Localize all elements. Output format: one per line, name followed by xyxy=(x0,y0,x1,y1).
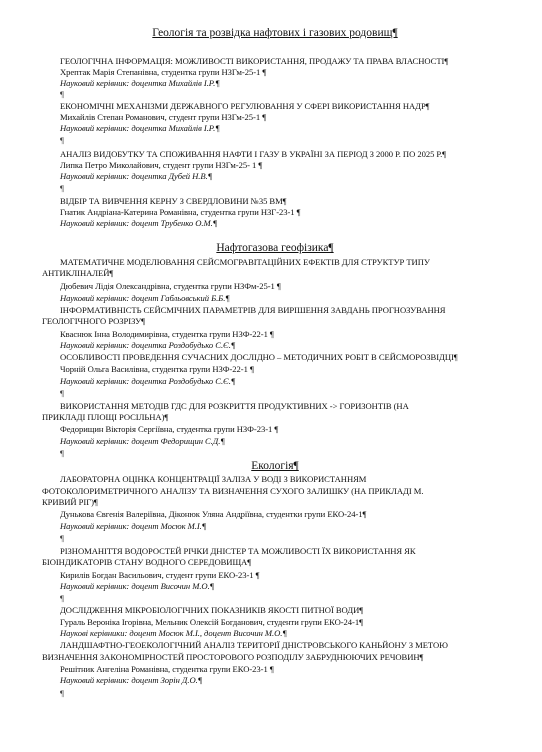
paper-title: ДОСЛІДЖЕННЯ МІКРОБІОЛОГІЧНИХ ПОКАЗНИКІВ ЯКОСТІ ПИТНОЇ ВОДИ¶ xyxy=(60,605,364,615)
paper-title: РІЗНОМАНІТТЯ ВОДОРОСТЕЙ РІЧКИ ДНІСТЕР ТА МОЖЛИВОСТІ ЇХ ВИКОРИСТАННЯ ЯК xyxy=(60,546,416,556)
paper-title: ЛАБОРАТОРНА ОЦІНКА КОНЦЕНТРАЦІЇ ЗАЛІЗА У ВОДІ З ВИКОРИСТАННЯМ xyxy=(60,474,367,484)
paper-author: Гнатик Андріана-Катерина Романівна, студентка групи НЗГ-23-1 ¶ xyxy=(60,207,301,217)
paper-supervisor: Науковий керівник: доцент Височин М.О.¶ xyxy=(60,581,215,591)
paper-supervisor: Науковий керівник: доцент Зорін Д.О.¶ xyxy=(60,675,203,685)
paper-supervisor: Науковий керівник: доцентка Роздобудько С.Є.¶ xyxy=(60,376,236,386)
paper-title: ІНФОРМАТИВНІСТЬ СЕЙСМІЧНИХ ПАРАМЕТРІВ ДЛЯ ВИРІШЕННЯ ЗАВДАНЬ ПРОГНОЗУВАННЯ xyxy=(60,305,446,315)
paper-author: Чорній Ольга Василівна, студентка групи НЗФ-22-1 ¶ xyxy=(60,364,254,374)
paper-supervisor: Науковий керівник: доцентка Михайлів І.Р.¶ xyxy=(60,123,220,133)
paper-title-cont: БІОІНДИКАТОРІВ СТАНУ ВОДНОГО СЕРЕДОВИЩА¶ xyxy=(42,557,252,567)
paper-supervisor: Науковий керівник: доцентка Роздобудько С.Є.¶ xyxy=(60,340,236,350)
paper-supervisor: Науковий керівник: доцентка Михайлів І.Р.¶ xyxy=(60,78,220,88)
paper-author: Гураль Вероніка Ігорівна, Мельник Олексій Богданович, студенти групи ЕКО-24-1¶ xyxy=(60,617,363,627)
paragraph-mark: ¶ xyxy=(60,533,64,543)
paragraph-mark: ¶ xyxy=(60,89,64,99)
section-title-geophysics: Нафтогазова геофізика¶ xyxy=(216,242,334,254)
paper-title-cont: ВИЗНАЧЕННЯ ЗАКОНОМІРНОСТЕЙ ПРОСТОРОВОГО РОЗПОДІЛУ ЗАБРУДНЮЮЧИХ РЕЧОВИН¶ xyxy=(42,652,424,662)
paper-title: ГЕОЛОГІЧНА ІНФОРМАЦІЯ: МОЖЛИВОСТІ ВИКОРИСТАННЯ, ПРОДАЖУ ТА ПРАВА ВЛАСНОСТІ¶ xyxy=(60,56,449,66)
paper-supervisor: Науковий керівник: доцентка Дубей Н.В.¶ xyxy=(60,171,213,181)
paper-author: Решітник Ангеліна Романівна, студентка групи ЕКО-23-1 ¶ xyxy=(60,664,274,674)
paragraph-mark: ¶ xyxy=(60,593,64,603)
paper-title-cont: АНТИКЛІНАЛЕЙ¶ xyxy=(42,268,114,278)
section-title-ecology: Екологія¶ xyxy=(251,460,299,472)
paper-supervisor: Науковий керівник: доцент Федорищин С.Д.¶ xyxy=(60,436,225,446)
paper-author: Кваснюк Інна Володимирівна, студентка групи НЗФ-22-1 ¶ xyxy=(60,329,274,339)
paper-author: Хрептак Марія Степанівна, студентка групи НЗГм-25-1 ¶ xyxy=(60,67,267,77)
paper-supervisor: Наукові керівники: доцент Мосюк М.І., доцент Височин М.О.¶ xyxy=(60,628,287,638)
paper-author: Липка Петро Миколайович, студент групи НЗГм-25- 1 ¶ xyxy=(60,160,263,170)
paragraph-mark: ¶ xyxy=(60,448,64,458)
paper-title: ВІДБІР ТА ВИВЧЕННЯ КЕРНУ З СВЕРДЛОВИНИ №35 ВМ¶ xyxy=(60,196,287,206)
paper-title-cont: ФОТОКОЛОРИМЕТРИЧНОГО АНАЛІЗУ ТА ВИЗНАЧЕННЯ СУХОГО ЗАЛИШКУ (НА ПРИКЛАДІ М. xyxy=(42,486,424,496)
paper-title-cont: КРИВИЙ РІГ)¶ xyxy=(42,497,98,507)
paper-title-cont: ГЕОЛОГІЧНОГО РОЗРІЗУ¶ xyxy=(42,316,146,326)
paper-supervisor: Науковий керівник: доцент Мосюк М.І.¶ xyxy=(60,521,207,531)
paper-title: ЛАНДШАФТНО-ГЕОЕКОЛОГІЧНИЙ АНАЛІЗ ТЕРИТОРІЇ ДНІСТРОВСЬКОГО КАНЬЙОНУ З МЕТОЮ xyxy=(60,640,448,650)
paper-author: Дунькова Євгенія Валеріївна, Діконюк Уляна Андріївна, студентки групи ЕКО-24-1¶ xyxy=(60,509,367,519)
paper-author: Дюбевич Лідія Олександрівна, студентка групи НЗФм-25-1 ¶ xyxy=(60,281,281,291)
paper-author: Федорищин Вікторія Сергіївна, студентка групи НЗФ-23-1 ¶ xyxy=(60,424,279,434)
paragraph-mark: ¶ xyxy=(60,688,64,698)
paper-title: ОСОБЛИВОСТІ ПРОВЕДЕННЯ СУЧАСНИХ ДОСЛІДНО – МЕТОДИЧНИХ РОБІТ В СЕЙСМОРОЗВІДЦІ¶ xyxy=(60,352,458,362)
paper-author: Кирилів Богдан Васильович, студент групи ЕКО-23-1 ¶ xyxy=(60,570,260,580)
paragraph-mark: ¶ xyxy=(60,183,64,193)
paper-title-cont: ПРИКЛАДІ ПЛОЩІ РОСІЛЬНА)¶ xyxy=(42,412,169,422)
paper-title: АНАЛІЗ ВИДОБУТКУ ТА СПОЖИВАННЯ НАФТИ І ГАЗУ В УКРАЇНІ ЗА ПЕРІОД З 2000 Р. ПО 2025 Р.¶ xyxy=(60,149,447,159)
paper-supervisor: Науковий керівник: доцент Трубенко О.М.¶ xyxy=(60,218,218,228)
paragraph-mark: ¶ xyxy=(60,135,64,145)
paper-title: ЕКОНОМІЧНІ МЕХАНІЗМИ ДЕРЖАВНОГО РЕГУЛЮВАННЯ У СФЕРІ ВИКОРИСТАННЯ НАДР¶ xyxy=(60,101,430,111)
paper-author: Михайлів Степан Романович, студент групи НЗГм-25-1 ¶ xyxy=(60,112,267,122)
paper-title: ВИКОРИСТАННЯ МЕТОДІВ ГДС ДЛЯ РОЗКРИТТЯ ПРОДУКТИВНИХ -> ГОРИЗОНТІВ (НА xyxy=(60,401,409,411)
section-title-geology: Геологія та розвідка нафтових і газових родовищ¶ xyxy=(152,27,398,39)
paper-supervisor: Науковий керівник: доцент Габльовський Б.Б.¶ xyxy=(60,293,230,303)
paper-title: МАТЕМАТИЧНЕ МОДЕЛЮВАННЯ СЕЙСМОГРАВІТАЦІЙНИХ ЕФЕКТІВ ДЛЯ СТРУКТУР ТИПУ xyxy=(60,257,430,267)
paragraph-mark: ¶ xyxy=(60,388,64,398)
